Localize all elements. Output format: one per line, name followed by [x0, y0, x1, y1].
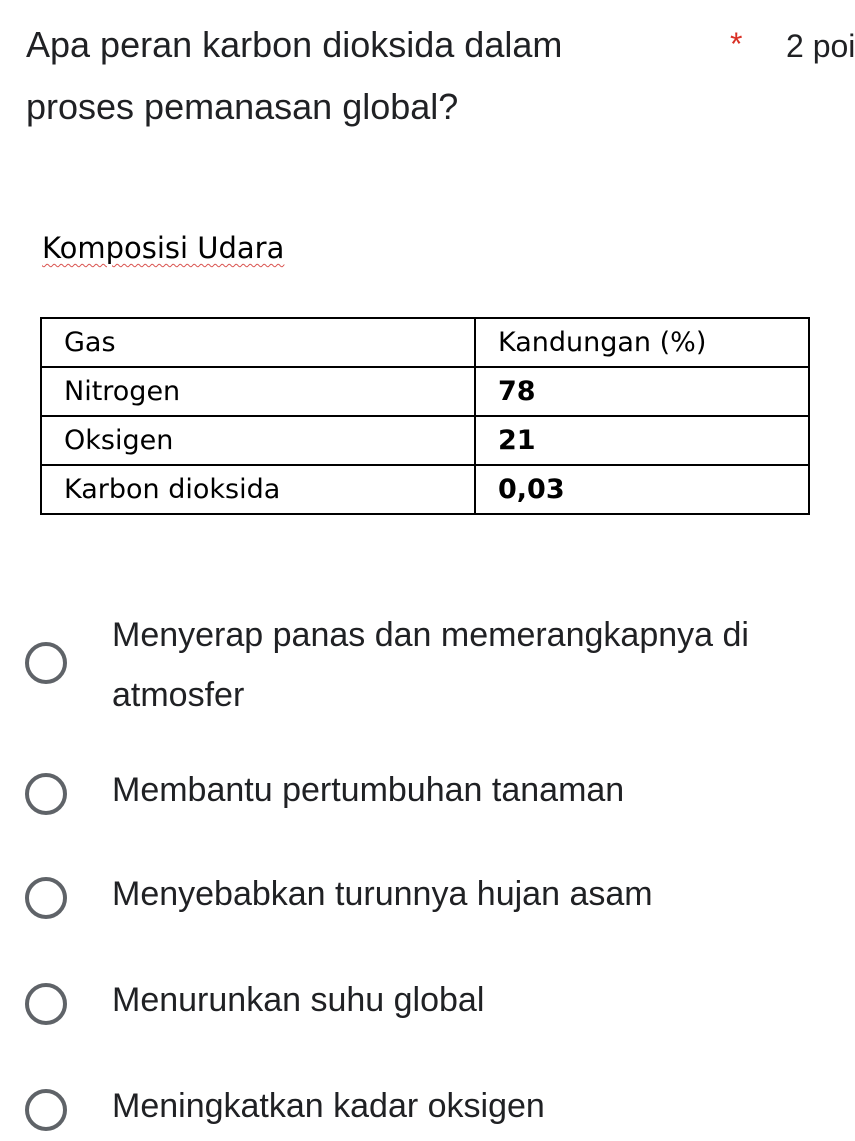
option-label[interactable]: Menyerap panas dan memerangkapnya di atmosfer — [112, 616, 749, 714]
table-row — [41, 465, 809, 514]
question-image — [0, 210, 844, 540]
radio-button[interactable] — [25, 983, 67, 1025]
gas-value-cell: 21 — [475, 416, 809, 465]
gas-name-cell: Nitrogen — [41, 367, 475, 416]
option-label[interactable]: Menyebabkan turunnya hujan asam — [112, 875, 653, 913]
column-header-gas: Gas — [41, 318, 475, 367]
composition-table — [40, 317, 810, 515]
gas-name-cell: Oksigen — [41, 416, 475, 465]
option-label[interactable]: Menurunkan suhu global — [112, 981, 485, 1019]
radio-button[interactable] — [25, 1089, 67, 1131]
radio-button[interactable] — [25, 642, 67, 684]
gas-name-cell: Karbon dioksida — [41, 465, 475, 514]
gas-value-cell: 78 — [475, 367, 809, 416]
option-label[interactable]: Membantu pertumbuhan tanaman — [112, 771, 625, 809]
radio-button[interactable] — [25, 773, 67, 815]
gas-value-cell: 0,03 — [475, 465, 809, 514]
points-label: 2 poi — [786, 28, 855, 64]
image-caption: Komposisi Udara — [42, 231, 285, 265]
column-header-content: Kandungan (%) — [475, 318, 809, 367]
required-marker: * — [730, 26, 743, 62]
table-row — [41, 367, 809, 416]
table-row — [41, 416, 809, 465]
question-header — [26, 14, 855, 144]
radio-button[interactable] — [25, 877, 67, 919]
option-label[interactable]: Meningkatkan kadar oksigen — [112, 1087, 545, 1125]
question-title: Apa peran karbon dioksida dalam proses pemanasan global? — [26, 24, 563, 127]
table-header-row — [41, 318, 809, 367]
